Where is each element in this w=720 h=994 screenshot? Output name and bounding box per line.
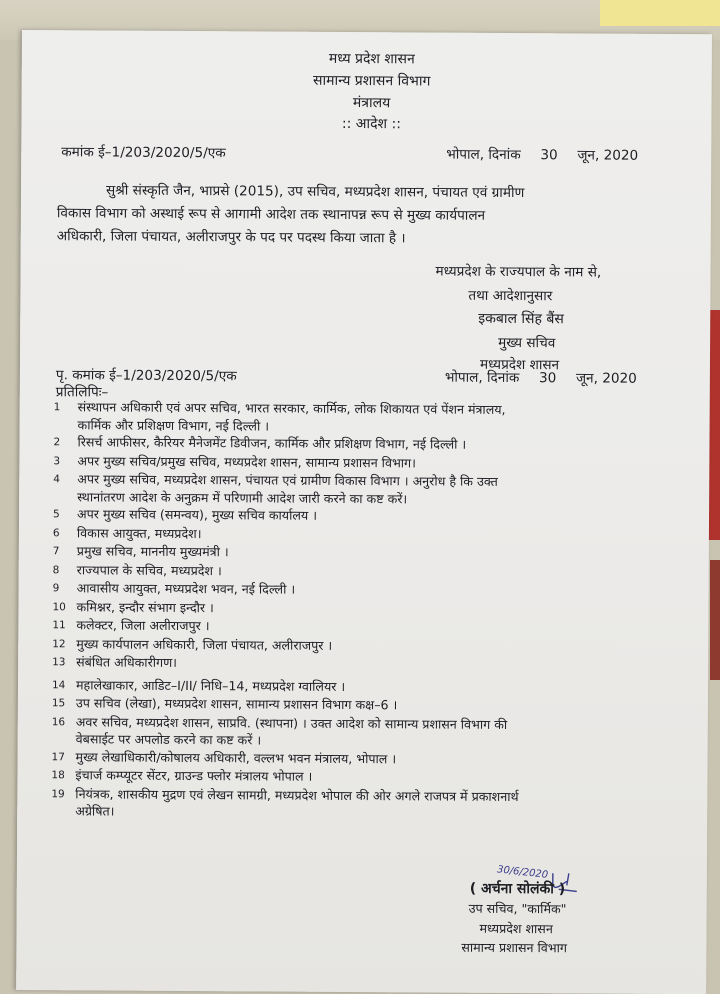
- signer-govt: मध्यप्रदेश शासन: [479, 920, 553, 937]
- order-number: कमांक ई–1/203/2020/5/एक: [61, 144, 226, 162]
- list-item-text: कलेक्टर, जिला अलीराजपुर ।: [76, 617, 210, 634]
- header-government: मध्य प्रदेश शासन: [328, 50, 415, 68]
- list-item-number: 11: [52, 619, 66, 632]
- list-item-text: अपर मुख्य सचिव, मध्यप्रदेश शासन, पंचायत एवं ग्रामीण विकास विभाग । अनुरोध है कि उक्त: [77, 471, 498, 489]
- signatory-designation: मुख्य सचिव: [498, 334, 556, 352]
- list-item-number: 14: [51, 678, 66, 691]
- list-item-text: नियंत्रक, शासकीय मुद्रण एवं लेखन सामग्री, मध्यप्रदेश भोपाल की ओर अगले राजपत्र में प्रकाशनार्थ: [75, 785, 519, 804]
- list-item: [53, 470, 663, 509]
- list-item-number: 18: [51, 769, 65, 782]
- list-item-number: 13: [52, 656, 66, 669]
- header-secretariat: मंत्रालय: [352, 95, 391, 112]
- list-item-text: मुख्य लेखाधिकारी/कोषालय अधिकारी, वल्लभ भवन मंत्रालय, भोपाल ।: [75, 748, 397, 766]
- list-item-number: 7: [52, 545, 60, 558]
- list-item-text: विकास आयुक्त, मध्यप्रदेश।: [76, 524, 202, 541]
- order-body-line-1: सुश्री संस्कृति जैन, भाप्रसे (2015), उप सचिव, मध्यप्रदेश शासन, पंचायत एवं ग्रामीण: [105, 182, 525, 202]
- list-item-text: संबंधित अधिकारीगण।: [76, 654, 178, 670]
- endorsement-date-month-year: जून, 2020: [575, 370, 637, 387]
- list-item-number: 12: [52, 637, 66, 650]
- list-item-text: स्थानांतरण आदेश के अनुक्रम में परिणामी आदेश जारी करने का कष्ट करें।: [77, 488, 408, 506]
- list-item-number: 8: [52, 563, 60, 576]
- handwritten-date: 30/6/2020: [496, 864, 549, 881]
- endorsement-date-label: भोपाल, दिनांक: [444, 369, 520, 387]
- list-item-number: 6: [52, 526, 60, 539]
- list-item-number: 10: [52, 600, 66, 613]
- list-item-number: 9: [52, 582, 60, 595]
- list-item-text: अवर सचिव, मध्यप्रदेश शासन, साप्रवि. (स्थापना) । उक्त आदेश को सामान्य प्रशासन विभाग की: [75, 713, 508, 732]
- list-item-text: अपर मुख्य सचिव/प्रमुख सचिव, मध्यप्रदेश शासन, सामान्य प्रशासन विभाग।: [77, 452, 417, 470]
- order-date-day: 30: [540, 147, 558, 164]
- list-item-text: महालेखाकार, आडिट–I/II/ निधि–14, मध्यप्रदेश ग्वालियर ।: [75, 676, 346, 694]
- list-item: [52, 653, 662, 675]
- list-item-text: अग्रेषित।: [75, 803, 115, 819]
- list-item-number: 2: [53, 436, 61, 449]
- list-item-number: 3: [53, 454, 61, 467]
- header-department: सामान्य प्रशासन विभाग: [312, 72, 431, 90]
- list-item-text: इंचार्ज कम्प्यूटर सेंटर, ग्राउन्ड फ्लोर मंत्रालय भोपाल ।: [75, 767, 313, 784]
- endorsement-date-day: 30: [538, 370, 557, 387]
- list-item-text: रिसर्च आफीसर, कैरियर मैनेजमेंट डिवीजन, कार्मिक और प्रशिक्षण विभाग, नई दिल्ली ।: [77, 434, 467, 452]
- background-red-binder-lower: [710, 560, 720, 680]
- list-item-number: 16: [51, 715, 66, 728]
- list-item-number: 17: [51, 750, 65, 763]
- list-item-text: वेबसाईट पर अपलोड करने का कष्ट करें ।: [75, 731, 262, 748]
- list-item-text: कार्मिक और प्रशिक्षण विभाग, नई दिल्ली ।: [77, 416, 270, 434]
- endorsement-number: पृ. कमांक ई–1/203/2020/5/एक: [55, 367, 237, 385]
- list-item-text: आवासीय आयुक्त, मध्यप्रदेश भवन, नई दिल्ली ।: [76, 580, 296, 597]
- list-item-text: संस्थापन अधिकारी एवं अपर सचिव, भारत सरकार, कार्मिक, लोक शिकायत एवं पेंशन मंत्रालय,: [77, 399, 506, 417]
- list-item-number: 19: [51, 787, 65, 800]
- list-item-number: 5: [53, 508, 60, 521]
- list-item-text: राज्यपाल के सचिव, मध्यप्रदेश ।: [76, 561, 222, 578]
- list-item: [54, 398, 664, 437]
- background-yellow-folder: [600, 0, 720, 26]
- list-item-text: मुख्य कार्यपालन अधिकारी, जिला पंचायत, अलीराजपुर ।: [76, 635, 333, 653]
- list-item-number: 1: [53, 401, 61, 414]
- signatory-authority: मध्यप्रदेश के राज्यपाल के नाम से,: [435, 263, 602, 281]
- signer-name: ( अर्चना सोलंकी ): [469, 880, 566, 898]
- list-item-number: 15: [51, 697, 66, 710]
- document-page: [16, 30, 712, 994]
- list-item-text: कमिश्नर, इन्दौर संभाग इन्दौर ।: [76, 598, 214, 615]
- endorsement-date: [445, 367, 637, 387]
- order-date-label: भोपाल, दिनांक: [446, 146, 521, 164]
- header-order-title: :: आदेश ::: [341, 115, 401, 133]
- order-body-line-3: अधिकारी, जिला पंचायत, अलीराजपुर के पद पर पदस्थ किया जाता है ।: [56, 228, 406, 247]
- order-date-month-year: जून, 2020: [577, 147, 639, 164]
- list-item: [51, 785, 661, 824]
- signatory-name: इकबाल सिंह बैंस: [478, 310, 564, 328]
- copy-list: [51, 398, 664, 823]
- list-item-text: प्रमुख सचिव, माननीय मुख्यमंत्री ।: [76, 543, 229, 560]
- copy-to-label: प्रतिलिपिः–: [55, 384, 109, 401]
- list-item: [52, 713, 662, 752]
- list-item-text: उप सचिव (लेखा), मध्यप्रदेश शासन, सामान्य प्रशासन विभाग कक्ष–6 ।: [75, 695, 398, 713]
- order-date: [446, 144, 638, 164]
- signer-designation: उप सचिव, "कार्मिक": [468, 900, 567, 917]
- list-item-number: 4: [53, 473, 60, 486]
- signatory-order-note: तथा आदेशानुसार: [468, 287, 553, 305]
- order-body-line-2: विकास विभाग को अस्थाई रूप से आगामी आदेश तक स्थानापन्न रूप से मुख्य कार्यपालन: [56, 205, 486, 224]
- list-item-text: अपर मुख्य सचिव (समन्वय), मुख्य सचिव कार्यालय ।: [76, 506, 318, 523]
- signer-department: सामान्य प्रशासन विभाग: [461, 939, 568, 956]
- signatory-department: मध्यप्रदेश शासन: [479, 356, 560, 374]
